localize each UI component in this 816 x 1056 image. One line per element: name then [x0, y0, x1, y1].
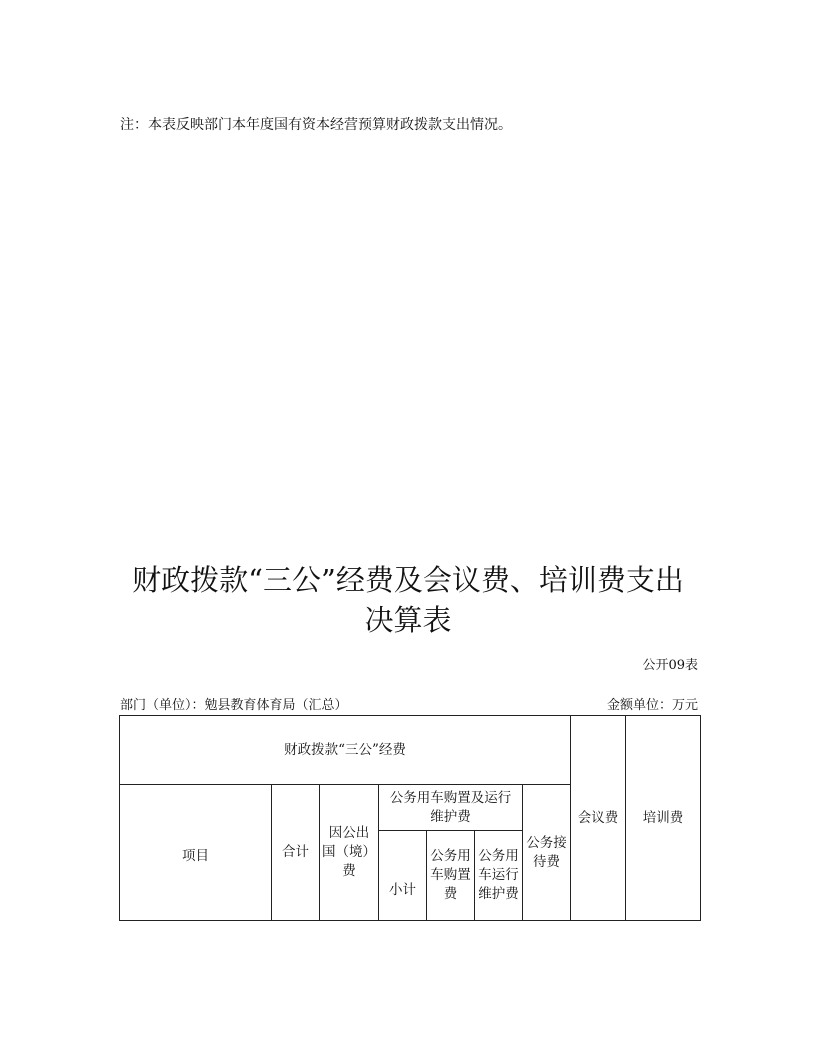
amount-unit-label: 金额单位：万元	[606, 698, 698, 713]
header-abroad-fee: 因公出 国（境） 费	[319, 784, 379, 921]
expense-table-header	[119, 715, 701, 921]
page-title-line-1: 财政拨款“三公”经费及会议费、培训费支出	[132, 563, 684, 597]
header-meeting-fee: 会议费	[570, 715, 626, 921]
header-vehicle-operation-fee: 公务用 车运行 维护费	[474, 830, 523, 921]
header-total: 合计	[271, 784, 320, 921]
header-vehicle-purchase-fee: 公务用 车购置 费	[426, 830, 475, 921]
header-vehicle-subtotal: 小计	[378, 830, 427, 921]
form-number: 公开09表	[642, 658, 698, 673]
header-three-public-expenses: 财政拨款“三公”经费	[119, 715, 571, 785]
header-training-fee: 培训费	[625, 715, 701, 921]
header-item: 项目	[119, 784, 272, 921]
table-note: 注：本表反映部门本年度国有资本经营预算财政拨款支出情况。	[120, 117, 512, 133]
header-vehicle-expenses: 公务用车购置及运行 维护费	[378, 784, 523, 831]
page-title-line-2: 决算表	[364, 603, 452, 637]
header-reception-fee: 公务接 待费	[522, 784, 571, 921]
department-label: 部门（单位）：勉县教育体育局（汇总）	[120, 698, 348, 713]
